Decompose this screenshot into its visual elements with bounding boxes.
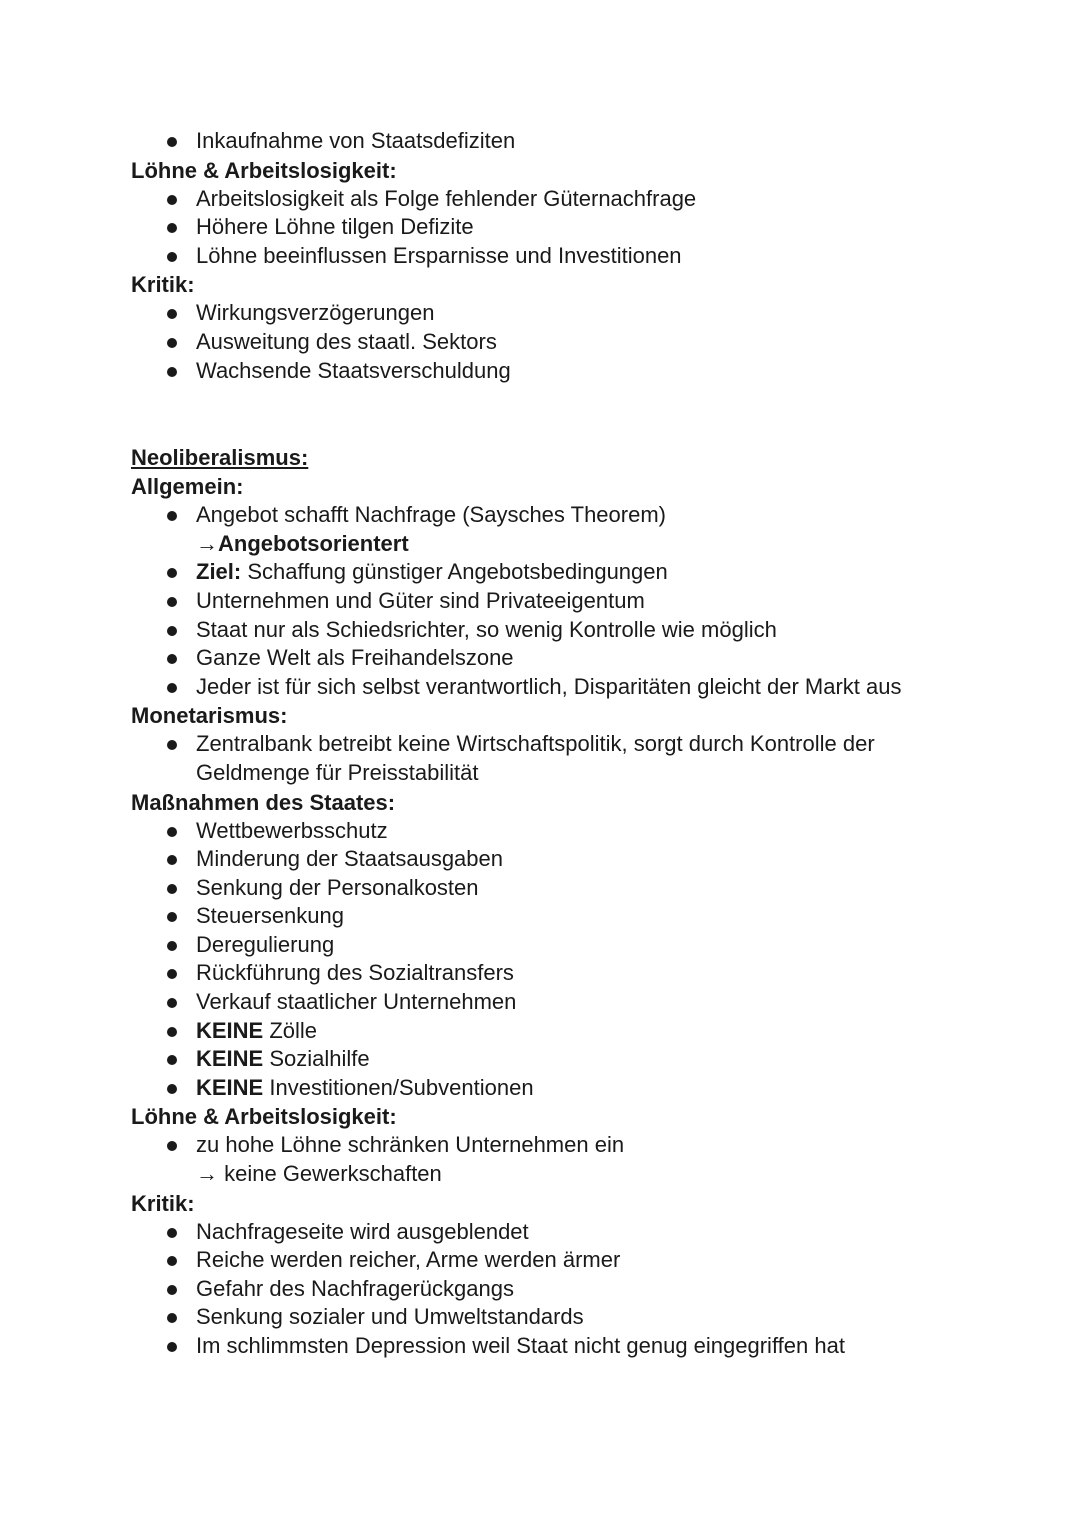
section-heading-kritik-neo: Kritik: xyxy=(131,1190,195,1216)
section-heading-massnahmen: Maßnahmen des Staates: xyxy=(131,789,396,815)
list-item: Ganze Welt als Freihandelszone xyxy=(131,644,1031,673)
bullet-icon xyxy=(167,1055,177,1065)
section-heading-allgemein: Allgemein: xyxy=(131,474,244,500)
bullet-icon xyxy=(167,338,177,348)
bullet-icon xyxy=(167,367,177,377)
bullet-icon xyxy=(167,1256,177,1266)
section-title-neoliberalismus: Neoliberalismus: xyxy=(131,445,309,471)
list-item: KEINE Investitionen/Subventionen xyxy=(131,1074,1031,1103)
list-item: Zentralbank betreibt keine Wirtschaftspolitik, sorgt durch Kontrolle der xyxy=(131,730,1031,759)
list-item: KEINE Sozialhilfe xyxy=(131,1045,1031,1074)
list-item: Ziel: Schaffung günstiger Angebotsbedingungen xyxy=(131,558,1031,587)
section-heading-monetarismus: Monetarismus: xyxy=(131,703,288,729)
section-heading-kritik: Kritik: xyxy=(131,272,195,298)
bullet-icon xyxy=(167,568,177,578)
list-item: Reiche werden reicher, Arme werden ärmer xyxy=(131,1246,1031,1275)
bullet-icon xyxy=(167,195,177,205)
list-item: Jeder ist für sich selbst verantwortlich, Disparitäten gleicht der Markt aus xyxy=(131,673,1031,702)
list-item: KEINE Zölle xyxy=(131,1017,1031,1046)
bullet-icon xyxy=(167,137,177,147)
list-item: Wettbewerbsschutz xyxy=(131,817,1031,846)
bullet-icon xyxy=(167,740,177,750)
bullet-icon xyxy=(167,309,177,319)
list-item: Wachsende Staatsverschuldung xyxy=(131,357,1031,386)
loehne-neo-list xyxy=(131,1131,1031,1188)
list-item: Senkung der Personalkosten xyxy=(131,874,1031,903)
bullet-icon xyxy=(167,252,177,262)
list-item: Im schlimmsten Depression weil Staat nicht genug eingegriffen hat xyxy=(131,1332,1031,1361)
list-item: Inkaufnahme von Staatsdefiziten xyxy=(131,127,1031,156)
bullet-icon xyxy=(167,511,177,521)
list-item: Wirkungsverzögerungen xyxy=(131,299,1031,328)
section-heading-loehne-neo: Löhne & Arbeitslosigkeit: xyxy=(131,1104,397,1130)
bullet-icon xyxy=(167,998,177,1008)
bullet-icon xyxy=(167,912,177,922)
bullet-icon xyxy=(167,1342,177,1352)
list-item-continuation: Geldmenge für Preisstabilität xyxy=(196,759,479,785)
loehne-list xyxy=(131,185,1031,271)
list-item: Angebot schafft Nachfrage (Saysches Theorem) xyxy=(131,501,1031,530)
bullet-icon xyxy=(167,969,177,979)
bullet-icon xyxy=(167,1027,177,1037)
bullet-icon xyxy=(167,1228,177,1238)
bullet-icon xyxy=(167,597,177,607)
list-item-continuation: → keine Gewerkschaften xyxy=(196,1161,442,1187)
list-item: Nachfrageseite wird ausgeblendet xyxy=(131,1218,1031,1247)
list-item: Unternehmen und Güter sind Privateeigentum xyxy=(131,587,1031,616)
list-item-continuation: →Angebotsorientert xyxy=(196,530,409,556)
list-item: Verkauf staatlicher Unternehmen xyxy=(131,988,1031,1017)
bullet-icon xyxy=(167,1285,177,1295)
bullet-icon xyxy=(167,223,177,233)
allgemein-list xyxy=(131,501,1031,701)
section-heading-loehne: Löhne & Arbeitslosigkeit: xyxy=(131,157,397,183)
list-item: zu hohe Löhne schränken Unternehmen ein xyxy=(131,1131,1031,1160)
bullet-icon xyxy=(167,884,177,894)
list-item: Ausweitung des staatl. Sektors xyxy=(131,328,1031,357)
list-item: Gefahr des Nachfragerückgangs xyxy=(131,1275,1031,1304)
list-item: Staat nur als Schiedsrichter, so wenig Kontrolle wie möglich xyxy=(131,616,1031,645)
bullet-icon xyxy=(167,855,177,865)
bullet-icon xyxy=(167,1141,177,1151)
monetarismus-list xyxy=(131,730,1031,787)
massnahmen-list xyxy=(131,817,1031,1103)
bullet-icon xyxy=(167,941,177,951)
list-item: Senkung sozialer und Umweltstandards xyxy=(131,1303,1031,1332)
list-item: Löhne beeinflussen Ersparnisse und Investitionen xyxy=(131,242,1031,271)
kritik-list xyxy=(131,299,1031,385)
list-item: Steuersenkung xyxy=(131,902,1031,931)
bullet-icon xyxy=(167,827,177,837)
document-page xyxy=(131,127,1031,1361)
bullet-icon xyxy=(167,654,177,664)
list-item: Arbeitslosigkeit als Folge fehlender Güternachfrage xyxy=(131,185,1031,214)
bullet-icon xyxy=(167,683,177,693)
list-item: Minderung der Staatsausgaben xyxy=(131,845,1031,874)
top-list xyxy=(131,127,1031,156)
bullet-icon xyxy=(167,626,177,636)
bullet-icon xyxy=(167,1313,177,1323)
list-item: Höhere Löhne tilgen Defizite xyxy=(131,213,1031,242)
kritik-neo-list xyxy=(131,1218,1031,1361)
bullet-icon xyxy=(167,1084,177,1094)
list-item: Deregulierung xyxy=(131,931,1031,960)
list-item: Rückführung des Sozialtransfers xyxy=(131,959,1031,988)
